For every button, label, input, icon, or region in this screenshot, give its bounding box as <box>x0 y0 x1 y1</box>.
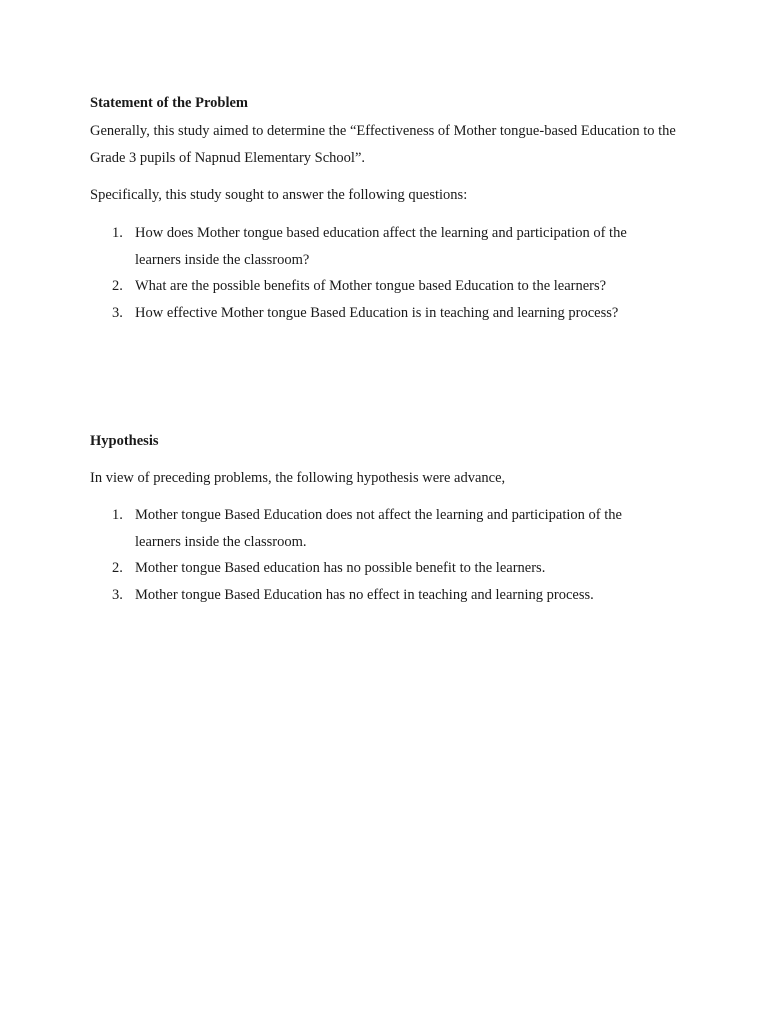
list-text: Mother tongue Based Education does not affect the learning and participation of the learners inside the classroom. <box>135 507 622 550</box>
list-number: 3. <box>112 586 123 603</box>
list-item <box>90 220 690 273</box>
list-item <box>90 555 690 582</box>
list-number: 1. <box>112 225 123 241</box>
questions-list <box>90 220 690 326</box>
list-number: 2. <box>112 560 123 576</box>
list-text: How does Mother tongue based education affect the learning and participation of the learners inside the classroom? <box>135 225 627 268</box>
list-number: 3. <box>112 304 123 321</box>
list-item <box>90 300 690 327</box>
list-item <box>90 273 690 300</box>
hypothesis-heading: Hypothesis <box>90 433 159 449</box>
statement-lead: Specifically, this study sought to answer the following questions: <box>90 187 468 203</box>
document-page <box>90 0 690 1024</box>
list-number: 2. <box>112 278 123 294</box>
statement-heading: Statement of the Problem <box>90 95 248 111</box>
statement-intro: Generally, this study aimed to determine the “Effectiveness of Mother tongue-based Education to the Grade 3 pupils of Napnud Elementary School”. <box>90 123 676 166</box>
list-text: What are the possible benefits of Mother tongue based Education to the learners? <box>135 278 607 294</box>
list-item <box>90 582 690 609</box>
list-number: 1. <box>112 507 123 523</box>
list-text: Mother tongue Based education has no possible benefit to the learners. <box>135 560 546 576</box>
hypothesis-list <box>90 502 690 608</box>
hypothesis-lead: In view of preceding problems, the following hypothesis were advance, <box>90 470 506 486</box>
list-item <box>90 502 690 555</box>
list-text: How effective Mother tongue Based Education is in teaching and learning process? <box>135 304 619 321</box>
list-text: Mother tongue Based Education has no effect in teaching and learning process. <box>135 586 594 603</box>
